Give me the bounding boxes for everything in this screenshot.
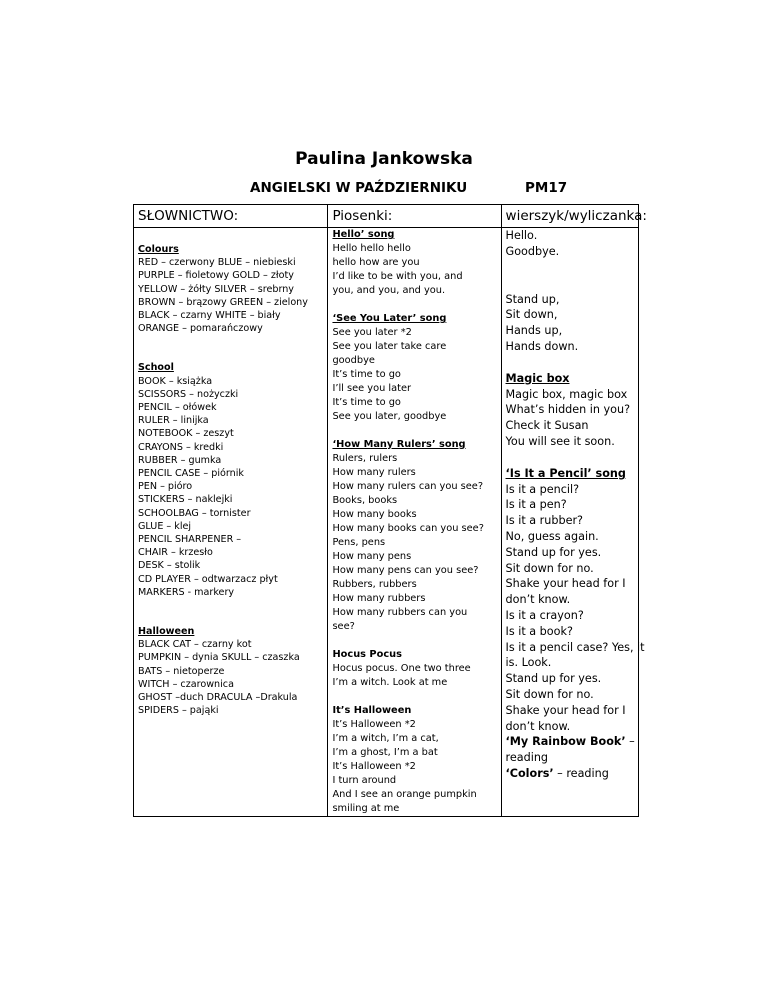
song-line: How many pens (332, 551, 412, 562)
song-title-its-halloween: It’s Halloween (332, 705, 412, 716)
list-item: GLUE – klej (138, 520, 192, 532)
song-line: I’m a witch, I’m a cat, (332, 733, 439, 744)
list-item: STICKERS – naklejki (138, 494, 233, 506)
song-title-hello: Hello’ song (332, 229, 395, 240)
author-name: Paulina Jankowska (295, 149, 473, 169)
rhyme-line: Is it a book? (505, 624, 573, 638)
list-item: DESK – stolik (138, 560, 201, 572)
header-vocabulary: SŁOWNICTWO: (134, 205, 328, 228)
list-item: BLACK CAT – czarny kot (138, 639, 252, 651)
group-code: PM17 (525, 180, 568, 196)
rhyme-title-is-it-a-pencil: ‘Is It a Pencil’ song (505, 466, 626, 480)
list-item: CHAIR – krzesło (138, 547, 213, 559)
rhyme-line: No, guess again. (505, 529, 599, 543)
rhyme-title-magic-box: Magic box (505, 371, 570, 385)
song-line: It’s Halloween *2 (332, 761, 416, 772)
list-item: CD PLAYER – odtwarzacz płyt (138, 573, 278, 585)
song-line: I turn around (332, 775, 397, 786)
rhyme-line: Hands up, (505, 324, 563, 338)
list-item: WITCH – czarownica (138, 678, 234, 690)
rhyme-line: Sit down for no. (505, 687, 594, 701)
rhyme-line: Sit down for no. (505, 561, 594, 575)
list-item: GHOST –duch DRACULA –Drakula (138, 692, 298, 704)
rhyme-line: Stand up for yes. (505, 672, 602, 686)
rhyme-line: don’t know. (505, 593, 571, 607)
rhyme-line: is. Look. (505, 656, 552, 670)
list-item: MARKERS - markery (138, 586, 235, 598)
document-subtitle: ANGIELSKI W PAŹDZIERNIKU (250, 180, 468, 196)
song-line: Rubbers, rubbers (332, 579, 417, 590)
song-line: I’d like to be with you, and (332, 271, 463, 282)
list-item: YELLOW – żółty SILVER – srebrny (138, 283, 294, 295)
rhyme-line: What’s hidden in you? (505, 403, 631, 417)
song-line: I’ll see you later (332, 383, 412, 394)
reading-dash: – (625, 735, 635, 749)
reading-title-colors: ‘Colors’ (505, 766, 554, 780)
song-title-how-many-rulers: ‘How Many Rulers’ song (332, 439, 466, 450)
song-line: hello how are you (332, 257, 420, 268)
list-item: SCISSORS – nożyczki (138, 388, 239, 400)
song-line: How many rulers (332, 467, 416, 478)
rhyme-line: Is it a pen? (505, 498, 567, 512)
list-item: BATS – nietoperze (138, 665, 225, 677)
song-line: Books, books (332, 495, 398, 506)
reading-colors (506, 766, 634, 782)
list-item: BOOK – książka (138, 375, 213, 387)
song-line: See you later, goodbye (332, 411, 447, 422)
rhyme-line: Shake your head for I (505, 577, 626, 591)
song-line: It’s time to go (332, 369, 401, 380)
rhyme-line: Sit down, (505, 308, 558, 322)
song-title-see-you-later: ‘See You Later’ song (332, 313, 447, 324)
song-line: I’m a ghost, I’m a bat (332, 747, 438, 758)
curriculum-table (133, 204, 647, 817)
song-line: See you later *2 (332, 327, 412, 338)
section-title-halloween: Halloween (138, 626, 195, 638)
list-item: BROWN – brązowy GREEN – zielony (138, 296, 308, 308)
table-content-row (134, 228, 639, 817)
song-line: How many books (332, 509, 417, 520)
song-line: How many rubbers can you (332, 607, 468, 618)
vocabulary-column (134, 228, 328, 817)
section-title-school: School (138, 362, 174, 374)
song-line: It’s Halloween *2 (332, 719, 416, 730)
header-songs: Piosenki: (328, 205, 501, 228)
song-line: How many books can you see? (332, 523, 484, 534)
song-line: How many rubbers (332, 593, 426, 604)
rhyme-line: You will see it soon. (505, 434, 615, 448)
rhyme-line: Is it a pencil? (505, 482, 580, 496)
song-line: See you later take care (332, 341, 447, 352)
rhyme-line: Hands down. (505, 339, 579, 353)
rhyme-line: don’t know. (505, 719, 571, 733)
list-item: PEN – pióro (138, 481, 193, 493)
rhyme-line: Goodbye. (505, 244, 560, 258)
song-line: And I see an orange pumpkin (332, 789, 477, 800)
song-line: smiling at me (332, 803, 400, 814)
rhyme-line: reading (505, 751, 549, 765)
header-rhymes: wierszyk/wyliczanka: (501, 205, 638, 228)
rhyme-line: Is it a pencil case? Yes, it (505, 640, 645, 654)
song-title-hocus-pocus: Hocus Pocus (332, 649, 402, 660)
song-line: Rulers, rulers (332, 453, 398, 464)
song-line: Pens, pens (332, 537, 386, 548)
list-item: BLACK – czarny WHITE – biały (138, 310, 281, 322)
rhyme-line: Is it a rubber? (505, 514, 583, 528)
reading-title-rainbow-book: ‘My Rainbow Book’ (505, 735, 626, 749)
list-item: NOTEBOOK – zeszyt (138, 428, 234, 440)
rhyme-line: Stand up for yes. (505, 545, 602, 559)
list-item: CRAYONS – kredki (138, 441, 224, 453)
section-title-colours: Colours (138, 244, 179, 255)
list-item: SCHOOLBAG – tornister (138, 507, 251, 519)
rhymes-column (501, 228, 645, 817)
reading-rainbow-book (506, 734, 634, 750)
song-line: I’m a witch. Look at me (332, 677, 448, 688)
list-item: ORANGE – pomarańczowy (138, 323, 263, 335)
song-line: Hello hello hello (332, 243, 411, 254)
list-item: PURPLE – fioletowy GOLD – złoty (138, 270, 294, 282)
rhyme-line: Check it Susan (505, 419, 589, 433)
rhyme-line: Stand up, (505, 292, 560, 306)
songs-column (328, 228, 501, 817)
song-line: Hocus pocus. One two three (332, 663, 471, 674)
rhyme-line: Hello. (505, 229, 538, 242)
song-line: you, and you, and you. (332, 285, 446, 296)
list-item: RULER – linijka (138, 415, 209, 427)
list-item: PUMPKIN – dynia SKULL – czaszka (138, 652, 300, 664)
list-item: PENCIL CASE – piórnik (138, 468, 244, 480)
rhyme-line: Shake your head for I (505, 703, 626, 717)
song-line: How many pens can you see? (332, 565, 479, 576)
song-line: goodbye (332, 355, 375, 366)
list-item: RED – czerwony BLUE – niebieski (138, 257, 296, 269)
reading-suffix: – reading (553, 766, 609, 780)
rhyme-line: Magic box, magic box (505, 387, 628, 401)
rhyme-line: Is it a crayon? (505, 608, 584, 622)
song-line: It’s time to go (332, 397, 401, 408)
list-item: PENCIL – ołówek (138, 402, 217, 414)
list-item: SPIDERS – pająki (138, 705, 219, 717)
song-line: How many rulers can you see? (332, 481, 484, 492)
list-item: RUBBER – gumka (138, 454, 222, 466)
song-line: see? (332, 621, 355, 632)
table-header-row (134, 205, 639, 228)
list-item: PENCIL SHARPENER – (138, 534, 242, 546)
